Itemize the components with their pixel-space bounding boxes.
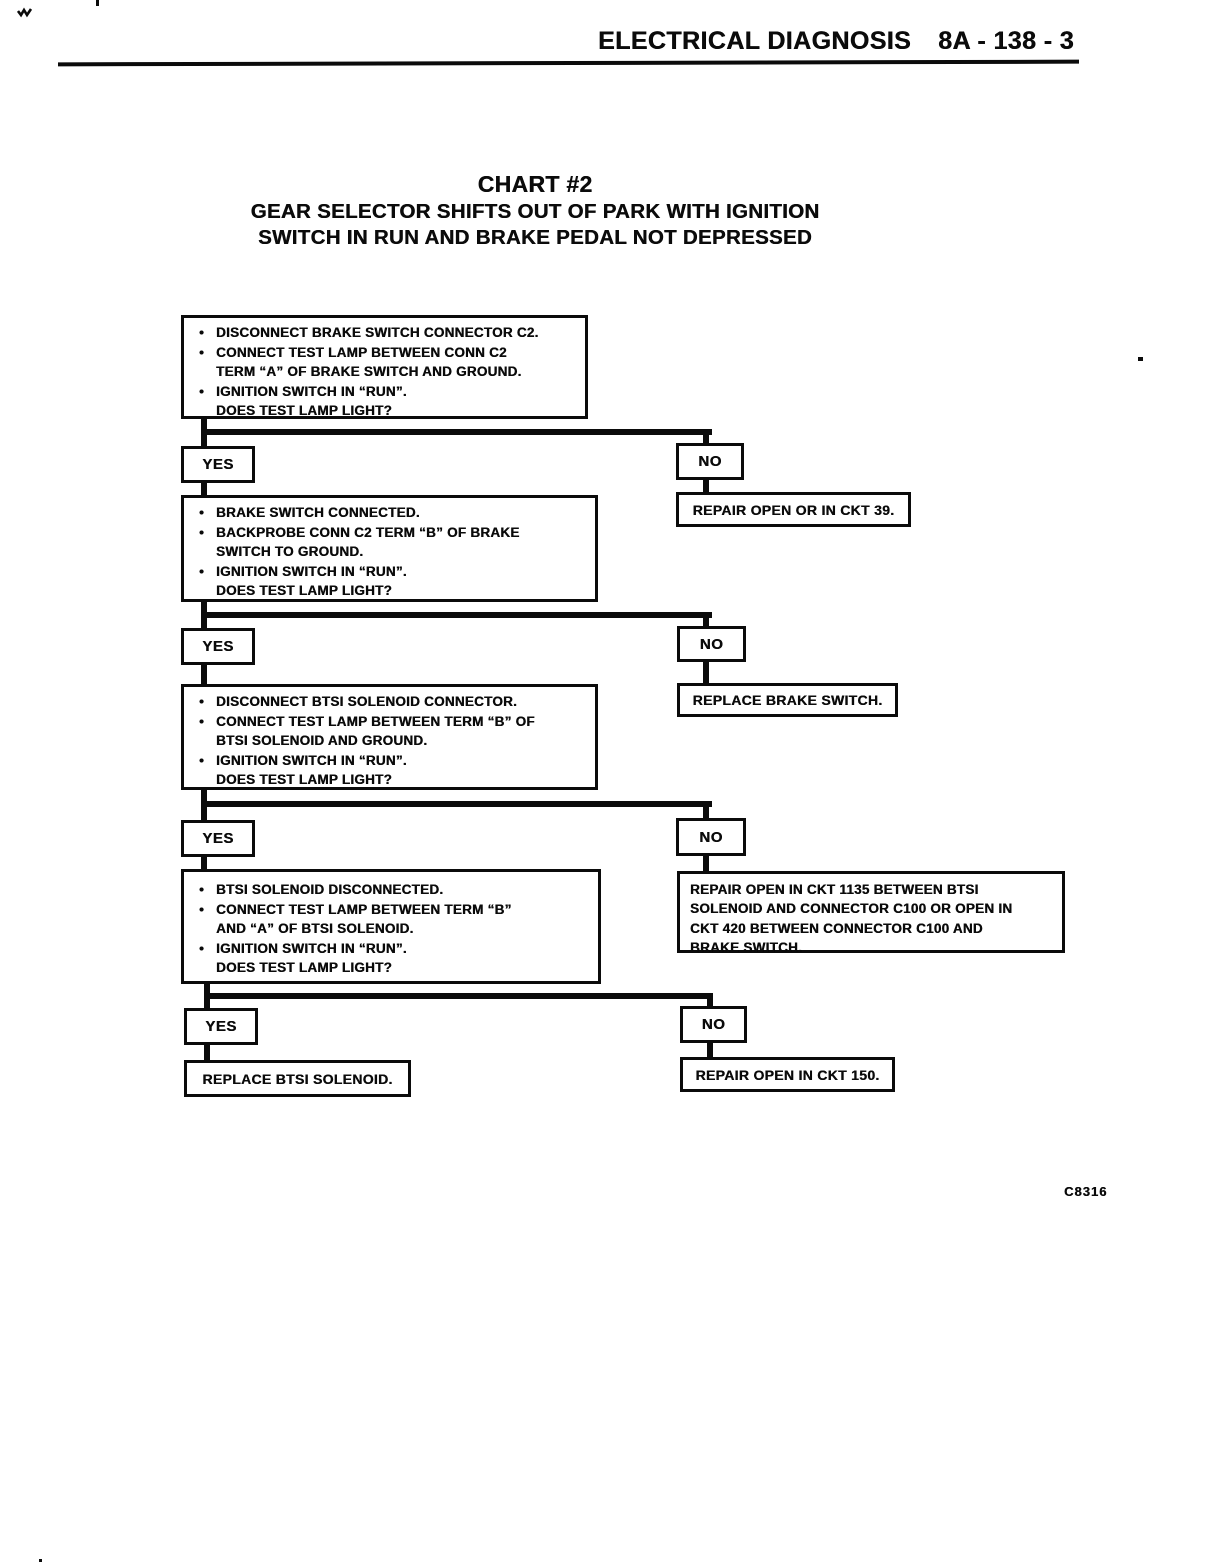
header-section-title: ELECTRICAL DIAGNOSIS bbox=[597, 27, 912, 55]
pen-mark-icon bbox=[17, 6, 35, 18]
result-repair-ckt39: REPAIR OPEN OR IN CKT 39. bbox=[692, 501, 895, 518]
result-replace-btsi-solenoid-box bbox=[184, 1060, 411, 1097]
header-page-number: 8A - 138 - 3 bbox=[938, 27, 1074, 55]
chart-subtitle-line1: GEAR SELECTOR SHIFTS OUT OF PARK WITH IGNITION bbox=[250, 200, 820, 223]
yes-label: YES bbox=[202, 638, 234, 655]
step-4-line: • BTSI SOLENOID DISCONNECTED. bbox=[197, 880, 592, 900]
result-repair-ckt1135-line: SOLENOID AND CONNECTOR C100 OR OPEN IN bbox=[690, 901, 1013, 917]
connector bbox=[703, 662, 709, 683]
scan-artifact bbox=[39, 1559, 42, 1562]
figure-code: C8316 bbox=[1064, 1184, 1108, 1199]
step-2-line: • BRAKE SWITCH CONNECTED. bbox=[197, 503, 589, 523]
no-box-4 bbox=[680, 1006, 747, 1043]
step-1-line: • CONNECT TEST LAMP BETWEEN CONN C2 bbox=[197, 343, 579, 363]
step-2-line: • BACKPROBE CONN C2 TERM “B” OF BRAKE bbox=[197, 523, 589, 543]
no-box-1 bbox=[676, 443, 744, 480]
step-3-box bbox=[181, 684, 598, 790]
result-repair-ckt150-box bbox=[680, 1057, 895, 1092]
yes-box-3 bbox=[181, 820, 255, 857]
scan-artifact bbox=[1138, 357, 1143, 361]
result-repair-ckt1135-line: CKT 420 BETWEEN CONNECTOR C100 AND bbox=[690, 920, 983, 936]
page-header bbox=[598, 27, 1074, 56]
chart-title-block bbox=[135, 170, 935, 251]
result-repair-ckt1135-line: REPAIR OPEN IN CKT 1135 BETWEEN BTSI bbox=[690, 882, 979, 897]
connector-branch-2 bbox=[201, 612, 712, 618]
no-label: NO bbox=[699, 635, 724, 653]
connector bbox=[703, 807, 709, 818]
result-repair-ckt1135-line: BRAKE SWITCH. bbox=[690, 939, 802, 955]
scan-artifact bbox=[96, 0, 99, 6]
no-label: NO bbox=[699, 828, 723, 846]
step-2-box bbox=[181, 495, 598, 602]
result-repair-ckt39-box bbox=[676, 492, 911, 527]
connector bbox=[201, 665, 207, 684]
connector bbox=[204, 1045, 210, 1061]
connector bbox=[201, 807, 207, 820]
step-4-line: AND “A” OF BTSI SOLENOID. bbox=[216, 921, 414, 936]
result-replace-brake-switch-box bbox=[677, 683, 898, 717]
step-4-line: • CONNECT TEST LAMP BETWEEN TERM “B” bbox=[197, 900, 592, 920]
connector-branch-1 bbox=[201, 429, 712, 435]
result-replace-brake-switch: REPLACE BRAKE SWITCH. bbox=[692, 692, 883, 708]
step-4-line: DOES TEST LAMP LIGHT? bbox=[216, 960, 393, 975]
step-1-box bbox=[181, 315, 588, 419]
yes-box-4 bbox=[184, 1008, 258, 1045]
step-3-line: • DISCONNECT BTSI SOLENOID CONNECTOR. bbox=[197, 692, 589, 712]
yes-label: YES bbox=[202, 830, 234, 847]
result-repair-ckt150: REPAIR OPEN IN CKT 150. bbox=[695, 1066, 880, 1083]
step-1-line: • DISCONNECT BRAKE SWITCH CONNECTOR C2. bbox=[197, 323, 579, 343]
step-2-line: DOES TEST LAMP LIGHT? bbox=[216, 583, 393, 598]
header-rule bbox=[58, 60, 1079, 67]
step-1-line: TERM “A” OF BRAKE SWITCH AND GROUND. bbox=[216, 364, 522, 379]
step-4-line: • IGNITION SWITCH IN “RUN”. bbox=[197, 939, 592, 959]
no-label: NO bbox=[698, 453, 722, 470]
step-4-box bbox=[181, 869, 601, 984]
chart-subtitle-line2: SWITCH IN RUN AND BRAKE PEDAL NOT DEPRESSED bbox=[258, 226, 812, 249]
step-3-line: DOES TEST LAMP LIGHT? bbox=[216, 772, 393, 787]
yes-label: YES bbox=[205, 1018, 237, 1035]
result-repair-ckt1135-box bbox=[677, 871, 1065, 953]
step-2-line: • IGNITION SWITCH IN “RUN”. bbox=[197, 562, 589, 582]
no-label: NO bbox=[701, 1016, 726, 1033]
step-1-line: DOES TEST LAMP LIGHT? bbox=[216, 403, 393, 418]
no-box-3 bbox=[676, 818, 746, 856]
step-2-line: SWITCH TO GROUND. bbox=[216, 544, 364, 559]
no-box-2 bbox=[677, 626, 746, 662]
step-3-line: • IGNITION SWITCH IN “RUN”. bbox=[197, 751, 589, 771]
connector-branch-4 bbox=[204, 993, 713, 999]
connector bbox=[703, 856, 709, 872]
chart-title: CHART #2 bbox=[477, 171, 593, 197]
yes-label: YES bbox=[202, 456, 234, 473]
yes-box-1 bbox=[181, 446, 255, 483]
connector-branch-3 bbox=[201, 801, 712, 807]
result-replace-btsi-solenoid: REPLACE BTSI SOLENOID. bbox=[202, 1070, 393, 1087]
step-1-line: • IGNITION SWITCH IN “RUN”. bbox=[197, 382, 579, 402]
connector bbox=[707, 1043, 713, 1058]
step-3-line: BTSI SOLENOID AND GROUND. bbox=[216, 733, 428, 748]
step-3-line: • CONNECT TEST LAMP BETWEEN TERM “B” OF bbox=[197, 712, 589, 732]
yes-box-2 bbox=[181, 628, 255, 665]
